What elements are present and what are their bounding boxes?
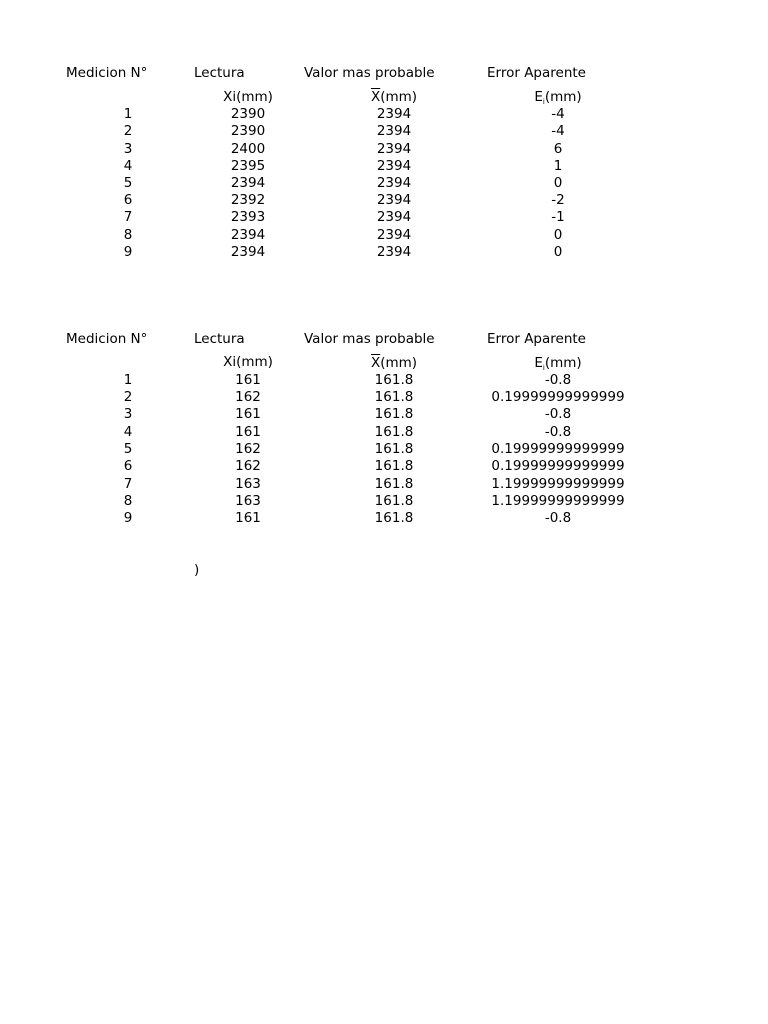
cell-n: 3 [123, 141, 133, 157]
header-error: Error Aparente [487, 331, 586, 347]
header-lectura: Lectura [194, 65, 245, 81]
cell-n: 7 [123, 209, 133, 225]
cell-xi: 161 [235, 424, 261, 440]
unit-valor-mm: (mm) [380, 89, 418, 105]
cell-n: 2 [123, 389, 133, 405]
header-lectura: Lectura [194, 331, 245, 347]
e-subscript: i [542, 98, 545, 106]
cell-e: 0 [553, 175, 563, 191]
cell-x: 161.8 [374, 424, 414, 440]
cell-e: -4 [551, 123, 565, 139]
cell-xi: 162 [235, 441, 261, 457]
cell-xi: 2394 [230, 244, 266, 260]
unit-valor [371, 89, 417, 106]
cell-e: 1 [553, 158, 563, 174]
cell-x: 2394 [376, 141, 412, 157]
cell-x: 2394 [376, 244, 412, 260]
header-medicion: Medicion N° [66, 65, 148, 81]
cell-e: 0.19999999999999 [491, 458, 625, 474]
cell-xi: 2394 [230, 175, 266, 191]
cell-x: 2394 [376, 227, 412, 243]
header-valor: Valor mas probable [304, 65, 435, 81]
cell-xi: 2392 [230, 192, 266, 208]
cell-n: 9 [123, 510, 133, 526]
cell-n: 5 [123, 441, 133, 457]
e-symbol: E [534, 355, 543, 371]
cell-x: 161.8 [374, 372, 414, 388]
cell-xi: 2390 [230, 106, 266, 122]
cell-xi: 161 [235, 510, 261, 526]
cell-x: 2394 [376, 209, 412, 225]
cell-e: 0 [553, 244, 563, 260]
cell-x: 2394 [376, 123, 412, 139]
header-medicion: Medicion N° [66, 331, 148, 347]
cell-x: 2394 [376, 158, 412, 174]
cell-xi: 2390 [230, 123, 266, 139]
cell-xi: 161 [235, 406, 261, 422]
cell-n: 8 [123, 493, 133, 509]
cell-e: -1 [551, 209, 565, 225]
unit-error-mm: (mm) [544, 89, 582, 105]
unit-error-mm: (mm) [544, 355, 582, 371]
cell-e: 0.19999999999999 [491, 389, 625, 405]
cell-n: 9 [123, 244, 133, 260]
cell-e: -0.8 [544, 510, 572, 526]
cell-x: 2394 [376, 192, 412, 208]
cell-n: 6 [123, 192, 133, 208]
cell-xi: 163 [235, 493, 261, 509]
x-bar-symbol: $\overline{X}$ [370, 355, 381, 371]
cell-e: -0.8 [544, 406, 572, 422]
cell-n: 2 [123, 123, 133, 139]
cell-xi: 163 [235, 476, 261, 492]
cell-n: 6 [123, 458, 133, 474]
cell-x: 2394 [376, 106, 412, 122]
cell-n: 4 [123, 158, 133, 174]
cell-e: 6 [553, 141, 563, 157]
cell-x: 161.8 [374, 458, 414, 474]
cell-x: 161.8 [374, 493, 414, 509]
cell-n: 1 [123, 372, 133, 388]
cell-x: 161.8 [374, 441, 414, 457]
cell-n: 4 [123, 424, 133, 440]
cell-n: 3 [123, 406, 133, 422]
cell-xi: 2400 [230, 141, 266, 157]
cell-e: 0.19999999999999 [491, 441, 625, 457]
cell-e: -0.8 [544, 424, 572, 440]
cell-xi: 2395 [230, 158, 266, 174]
cell-e: -2 [551, 192, 565, 208]
cell-e: 1.19999999999999 [491, 476, 625, 492]
cell-n: 7 [123, 476, 133, 492]
cell-x: 161.8 [374, 476, 414, 492]
header-valor: Valor mas probable [304, 331, 435, 347]
stray-parenthesis: ) [194, 562, 200, 578]
cell-e: 0 [553, 227, 563, 243]
cell-e: -4 [551, 106, 565, 122]
cell-xi: 162 [235, 458, 261, 474]
cell-xi: 2393 [230, 209, 266, 225]
cell-n: 5 [123, 175, 133, 191]
cell-x: 161.8 [374, 389, 414, 405]
e-symbol: E [534, 89, 543, 105]
e-subscript: i [542, 364, 545, 372]
unit-valor [371, 355, 417, 372]
unit-lectura: Xi(mm) [223, 89, 273, 105]
cell-x: 2394 [376, 175, 412, 191]
cell-e: -0.8 [544, 372, 572, 388]
cell-xi: 2394 [230, 227, 266, 243]
header-error: Error Aparente [487, 65, 586, 81]
cell-n: 8 [123, 227, 133, 243]
cell-xi: 162 [235, 389, 261, 405]
unit-valor-mm: (mm) [380, 355, 418, 371]
cell-x: 161.8 [374, 510, 414, 526]
cell-x: 161.8 [374, 406, 414, 422]
unit-lectura: Xi(mm) [223, 354, 273, 370]
cell-xi: 161 [235, 372, 261, 388]
cell-e: 1.19999999999999 [491, 493, 625, 509]
x-bar-symbol: $\overline{X}$ [370, 89, 381, 105]
cell-n: 1 [123, 106, 133, 122]
